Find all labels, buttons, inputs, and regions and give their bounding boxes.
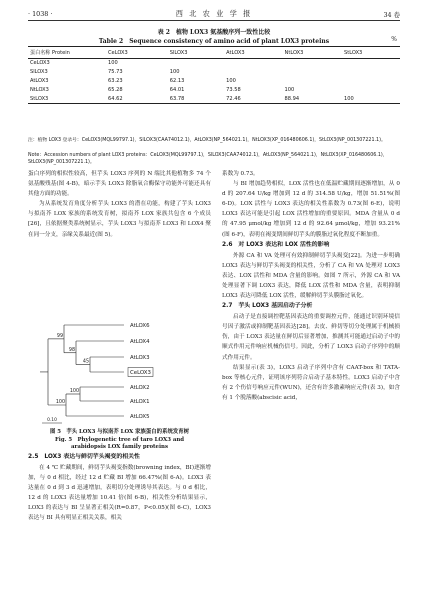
left-column-top: [28, 169, 211, 240]
table-caption-cn: 表 2 植物 LOX3 氨基酸序列一致性比较: [157, 29, 271, 36]
paragraph: 系数为 0.73。: [222, 171, 259, 177]
volume-label: 34 卷: [383, 11, 400, 19]
table-cell: 64.01: [169, 87, 185, 93]
column-header: SlLOX3: [168, 47, 224, 59]
table-cell: 100: [169, 69, 180, 75]
tree-leaf-label: AtLOX2: [130, 385, 150, 391]
section-heading: 2.6 对 LOX3 表达和 LOX 活性的影响: [222, 241, 330, 248]
bootstrap-value: 99: [56, 333, 63, 339]
paragraph: 启动子是直接调控靶基因表达的重要调控元件，能通过识别环境信号因子激活或抑制靶基因表达[28]。去皮、鲜切等切分处理属于机械损伤，由于 LOX3 表达量在鲜切后显著增加，推测其可能通过启动子中的顺式作用元件响应机械伤信号。因此，分析了 LOX3 启动子序列中的顺式作用元件。: [222, 314, 400, 361]
section-heading: 2.5 LOX3 表达与鲜切芋头褐变的相关性: [28, 454, 140, 460]
table-row: [28, 68, 400, 77]
tree-leaf-label: CeLOX3: [130, 370, 151, 376]
table-cell: 100: [284, 87, 295, 93]
bootstrap-value: 45: [82, 359, 89, 365]
paragraph: 蛋白序列的相似性较高，但芋头 LOX3 序列的 N 端比其他植物多 74 个氨基酸残基(图 4-B)，暗示芋头 LOX3 除脂氧合酶保守功能外可能还具有其他方面的功能。: [28, 171, 211, 198]
paragraph: 结果显示(表 3)，LOX3 启动子序列中含有 CAAT-box 和 TATA-box 等核心元件，证明该序列符合启动子基本特性。LOX3 启动子中含有 2 个伤信号响应元件(WUN)，还含有许多激素响应元件(表 3)，如含有 1 个脱落酸(abscisic acid，: [222, 364, 400, 401]
table-row: [28, 59, 400, 68]
paragraph: 与 BI 增加趋势相似，LOX 活性也在低温贮藏期间逐渐增加，从 0 d 的 207.64 U/kg 增加到 12 d 的 314.58 U/kg，增加 51.51%(图 6-D)。LOX 活性与 LOX3 表达的相关性系数为 0.73(图 6-E)，说明 LOX3 表达可能是引起 LOX 活性增加的重要原因。MDA 含量从 0 d 的 47.95 μmol/kg 增加到 12 d 的 92.64 μmol/kg，增加 93.21%(图 6-F)，表明在褐变期间鲜切芋头的膜脂过氧化程度不断加重。: [222, 181, 400, 238]
column-header: 蛋白名称 Protein: [28, 47, 106, 59]
identity-table: [28, 46, 400, 104]
table-cell: 72.46: [224, 95, 282, 104]
figure-caption-cn: 图 5 芋头 LOX3 与拟南芥 LOX 家族蛋白的系统发育树: [49, 429, 190, 435]
table-cell: 63.78: [168, 95, 224, 104]
row-label: CeLOX3: [30, 60, 50, 67]
bootstrap-value: 100: [55, 400, 65, 405]
table-cell: 65.28: [108, 87, 123, 93]
table-header-row: [28, 47, 400, 59]
table-cell: [342, 59, 400, 68]
table-row: [28, 77, 400, 86]
tree-leaf-label: AtLOX4: [130, 339, 150, 345]
row-label: SlLOX3: [30, 69, 48, 75]
table-cell: 88.94: [283, 95, 342, 104]
table-unit: %: [391, 36, 397, 43]
table-cell: [224, 68, 282, 77]
bootstrap-value: 100: [69, 389, 79, 394]
figure-caption-en: Fig. 5 Phylogenetic tree of taro LOX3 and: [54, 437, 185, 443]
section-heading: 2.7 芋头 LOX3 基因启动子分析: [222, 303, 313, 310]
table-cell: 100: [342, 95, 400, 104]
row-label: StLOX3: [28, 95, 106, 104]
table-cell: 73.58: [226, 87, 241, 93]
phylogenetic-tree-figure: [28, 317, 211, 427]
left-column-bottom: [28, 452, 211, 524]
table-cell: 63.23: [108, 78, 123, 84]
tree-leaf-label: AtLOX6: [130, 323, 150, 329]
tree-leaf-label: AtLOX3: [130, 355, 150, 361]
table-cell: 75.73: [108, 69, 123, 75]
bootstrap-value: 98: [68, 347, 75, 353]
table-cell: [342, 86, 400, 95]
tree-leaf-label: AtLOX5: [130, 414, 150, 420]
running-header: [28, 9, 400, 21]
paragraph: 为从系统发育角度分析芋头 LOX3 的潜在功能，构建了芋头 LOX3 与拟南芥 LOX 家族的系统发育树，拟南芥 LOX 家族共包含 6 个成员[26]，且依据聚类系统树显示，芋头 LOX3 与拟南芥 LOX3 和 LOX4 聚在同一分支，亲缘关系最近(图 5)。: [28, 201, 211, 238]
table-row: [28, 86, 400, 95]
table-cell: [283, 77, 342, 86]
figure-caption-en: arabidopsis LOX family proteins: [71, 444, 168, 450]
table-cell: [342, 77, 400, 86]
page-number: · 1038 ·: [28, 10, 53, 18]
right-column: [222, 169, 400, 403]
column-header: AtLOX3: [224, 47, 282, 59]
table-cell: [224, 59, 282, 68]
table-cell: [283, 59, 342, 68]
paragraph: 在 4 ℃ 贮藏期间，鲜切芋头褐变指数(browning index，BI)逐渐增加，与 0 d 相比，经过 12 d 贮藏 BI 增加 66.47%(图 6-A)。LOX3 表达量在 0 d 到 3 d 迅速增加，表明切分处理诱导其表达。与 0 d 相比，12 d 的 LOX3 表达量增加 10.41 倍(图 6-B)，相关性分析结果显示，LOX3 的表达与 BI 呈显著正相关(R=0.87，P<0.05)(图 6-C)，LOX3 表达与 BI 具有明显正相关关系，相关: [28, 465, 211, 522]
table-cell: 62.13: [169, 78, 185, 84]
row-label: NtLOX3: [30, 87, 49, 93]
table-cell: [283, 68, 342, 77]
table-cell: [168, 59, 224, 68]
table-caption-en: Table 2 Sequence consistency of amino acid of plant LOX3 proteins: [98, 38, 330, 45]
table-cell: 64.62: [106, 95, 168, 104]
row-label: AtLOX3: [30, 78, 49, 84]
scale-bar-label: 0.10: [47, 418, 57, 423]
table-row: [28, 95, 400, 104]
table-note-cn: 注：植物 LOX3 登录号：CeLOX3(MQL99797.1)，SlLOX3(CAA74012.1)，AtLOX3(NP_564021.1)，NtLOX3(XP_016480606.1)，StLOX3(NP_001307221.1)。: [28, 138, 386, 143]
column-header: StLOX3: [342, 47, 400, 59]
table-note-en: Note：Accession numbers of plant LOX3 proteins：CeLOX3(MQL99797.1)，SlLOX3(CAA74012.1)，AtLOX3(NP_564021.1)，NtLOX3(XP_016480606.1)，StLOX3(NP_001307221.1)。: [28, 153, 388, 165]
table-cell: 100: [226, 78, 236, 84]
column-header: CeLOX3: [106, 47, 168, 59]
table-body: [28, 59, 400, 104]
column-header: NtLOX3: [283, 47, 342, 59]
table-cell: 100: [108, 60, 118, 67]
table-cell: [342, 68, 400, 77]
tree-leaf-label: AtLOX1: [130, 399, 150, 405]
journal-title: 西 北 农 业 学 报: [175, 9, 253, 18]
paragraph: 外源 CA 和 VA 处理可有效抑制鲜切芋头褐变[22]。为进一步明确 LOX3 表达与鲜切芋头褐变的相关性，分析了 CA 和 VA 处理对 LOX3 表达、LOX 活性和 MDA 含量的影响。如图 7 所示，外源 CA 和 VA 处理显著下调 LOX3 表达，降低 LOX 活性和 MDA 含量，表明抑制 LOX3 表达可降低 LOX 活性，缓解鲜切芋头膜脂过氧化。: [222, 252, 400, 300]
